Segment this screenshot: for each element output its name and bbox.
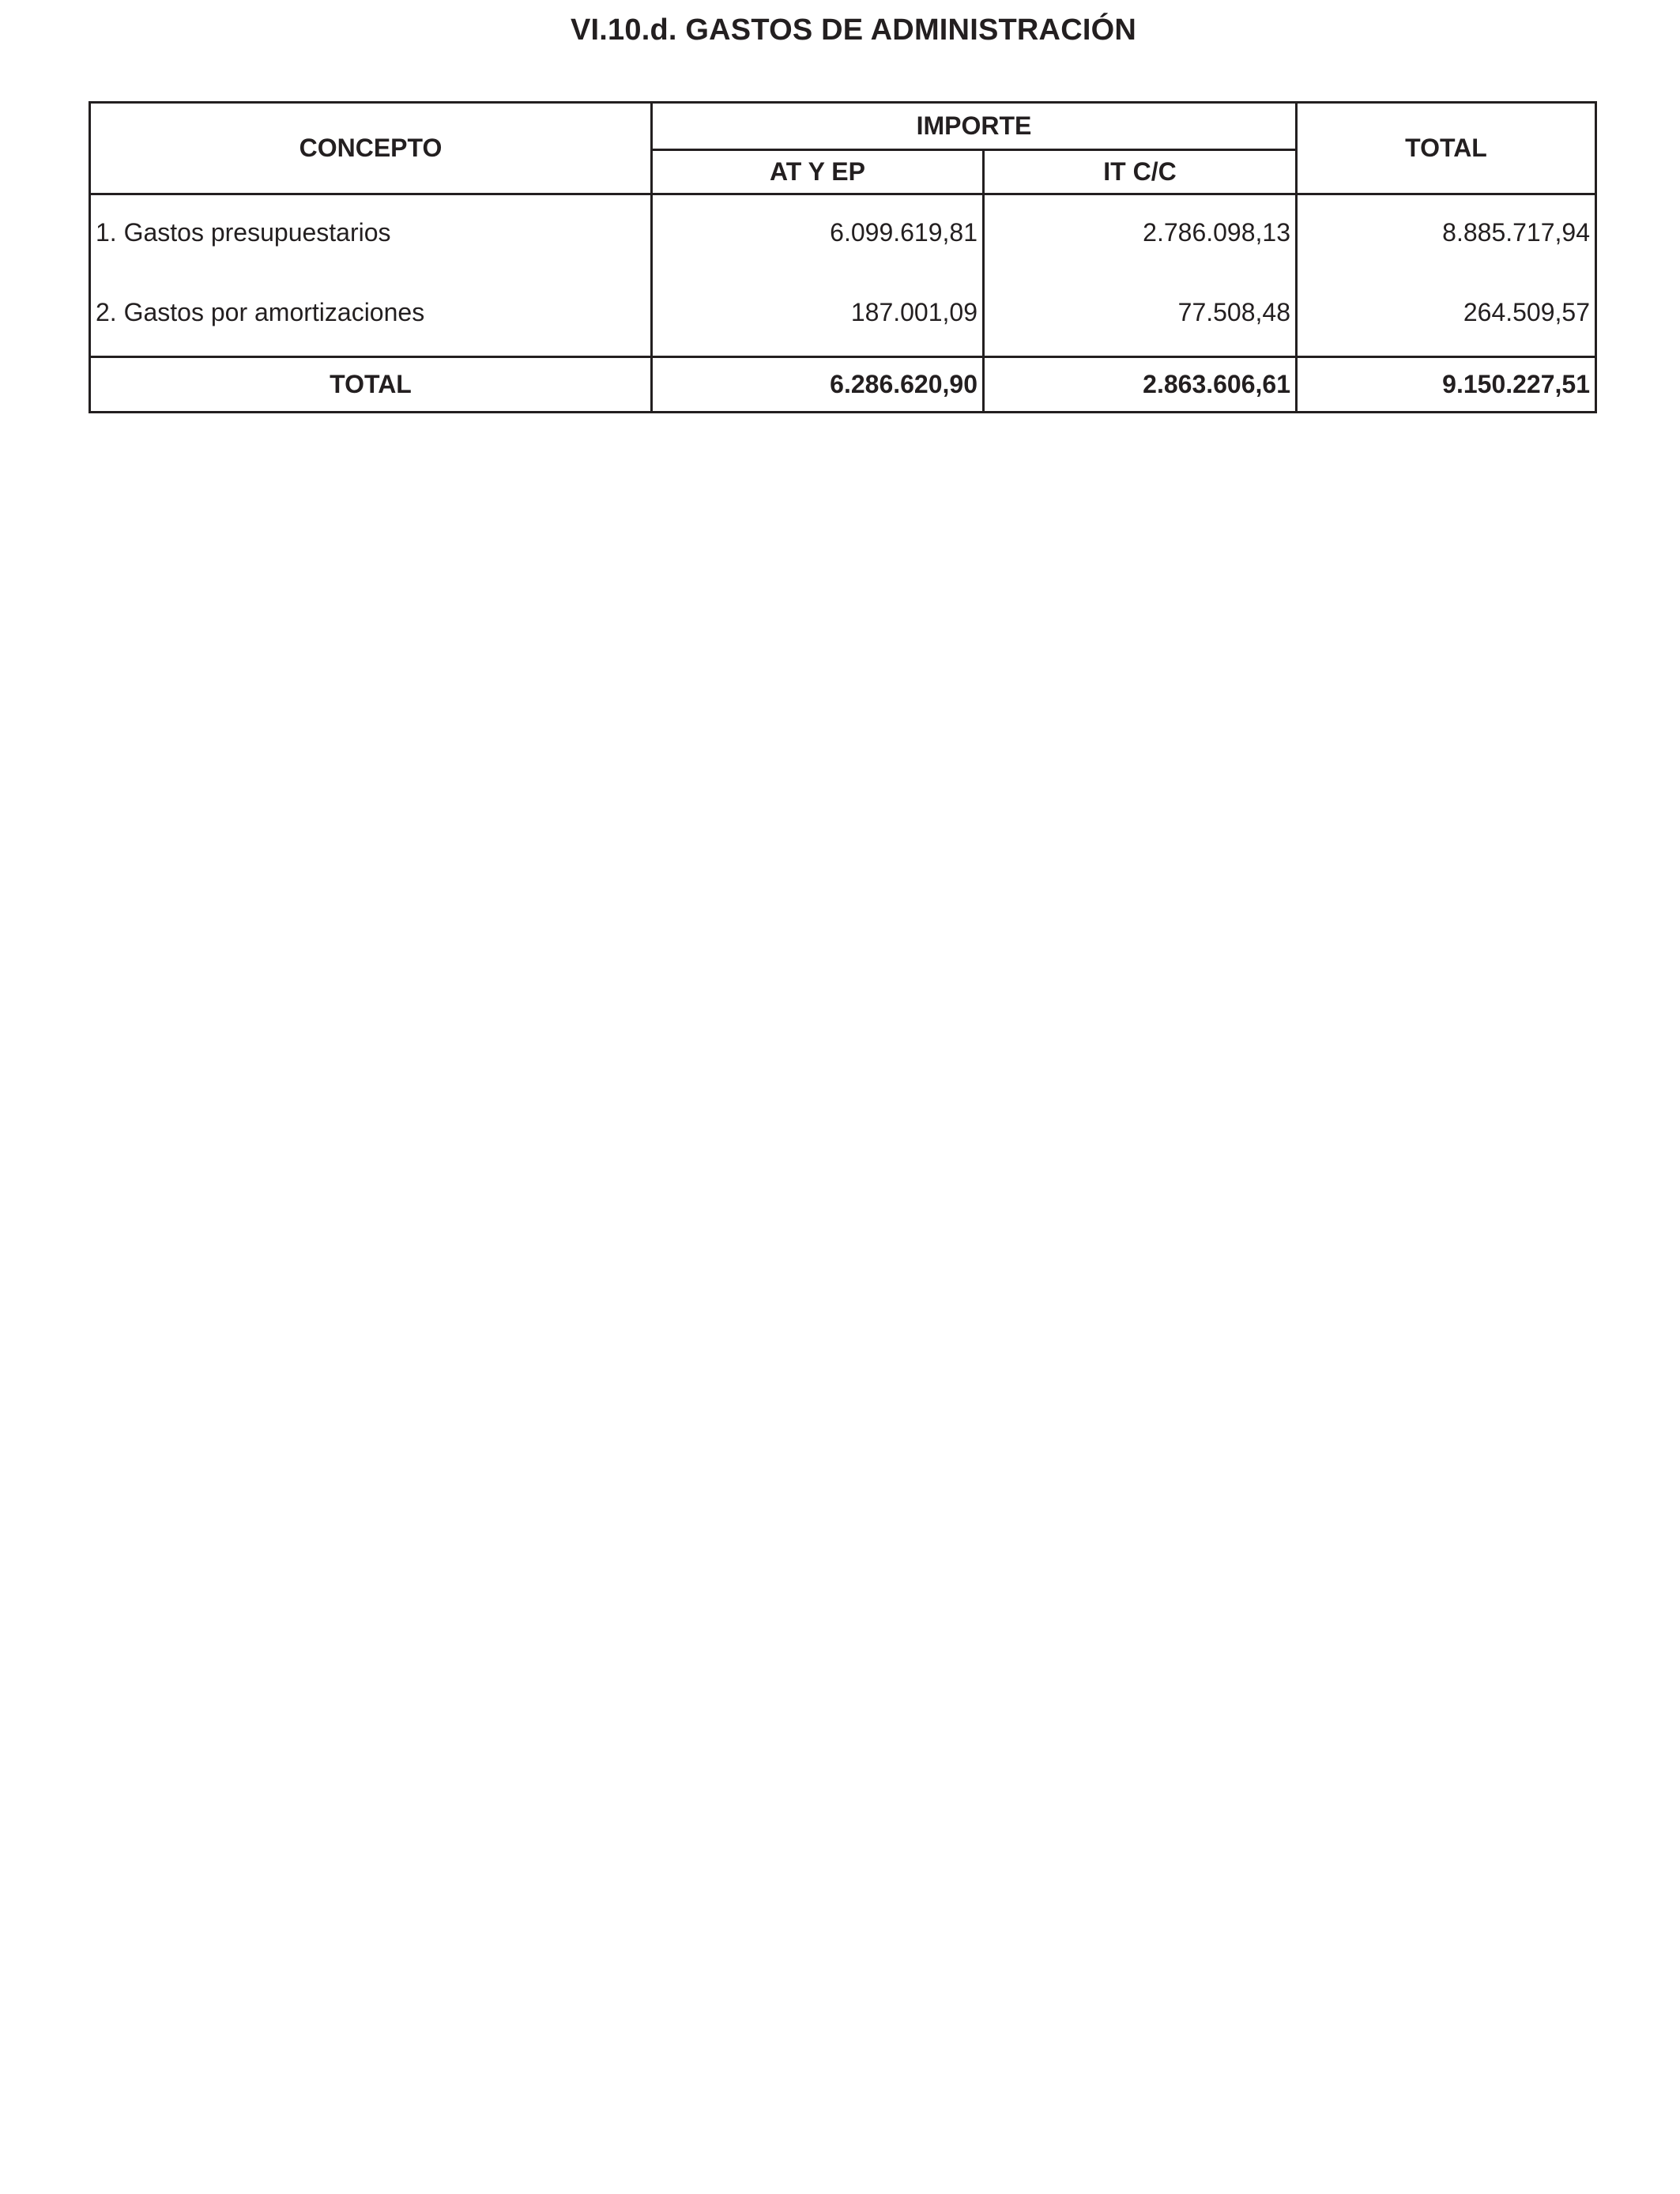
total-cell: 264.509,57 (1297, 270, 1596, 357)
totals-it-cc: 2.863.606,61 (984, 357, 1297, 413)
header-at-y-ep: AT Y EP (652, 150, 984, 194)
header-total: TOTAL (1297, 103, 1596, 194)
totals-row (90, 357, 1596, 413)
header-row (90, 103, 1596, 150)
header-importe: IMPORTE (652, 103, 1297, 150)
total-cell: 8.885.717,94 (1297, 194, 1596, 270)
totals-at-y-ep: 6.286.620,90 (652, 357, 984, 413)
at-y-ep-cell: 6.099.619,81 (652, 194, 984, 270)
it-cc-cell: 2.786.098,13 (984, 194, 1297, 270)
table-row (90, 194, 1596, 270)
header-concepto: CONCEPTO (90, 103, 652, 194)
header-it-cc: IT C/C (984, 150, 1297, 194)
concepto-cell: 2. Gastos por amortizaciones (90, 270, 652, 357)
totals-total: 9.150.227,51 (1297, 357, 1596, 413)
table-row (90, 270, 1596, 357)
totals-label: TOTAL (90, 357, 652, 413)
page-title: VI.10.d. GASTOS DE ADMINISTRACIÓN (570, 13, 1137, 47)
at-y-ep-cell: 187.001,09 (652, 270, 984, 357)
administration-expenses-table (89, 101, 1597, 413)
concepto-cell: 1. Gastos presupuestarios (90, 194, 652, 270)
it-cc-cell: 77.508,48 (984, 270, 1297, 357)
